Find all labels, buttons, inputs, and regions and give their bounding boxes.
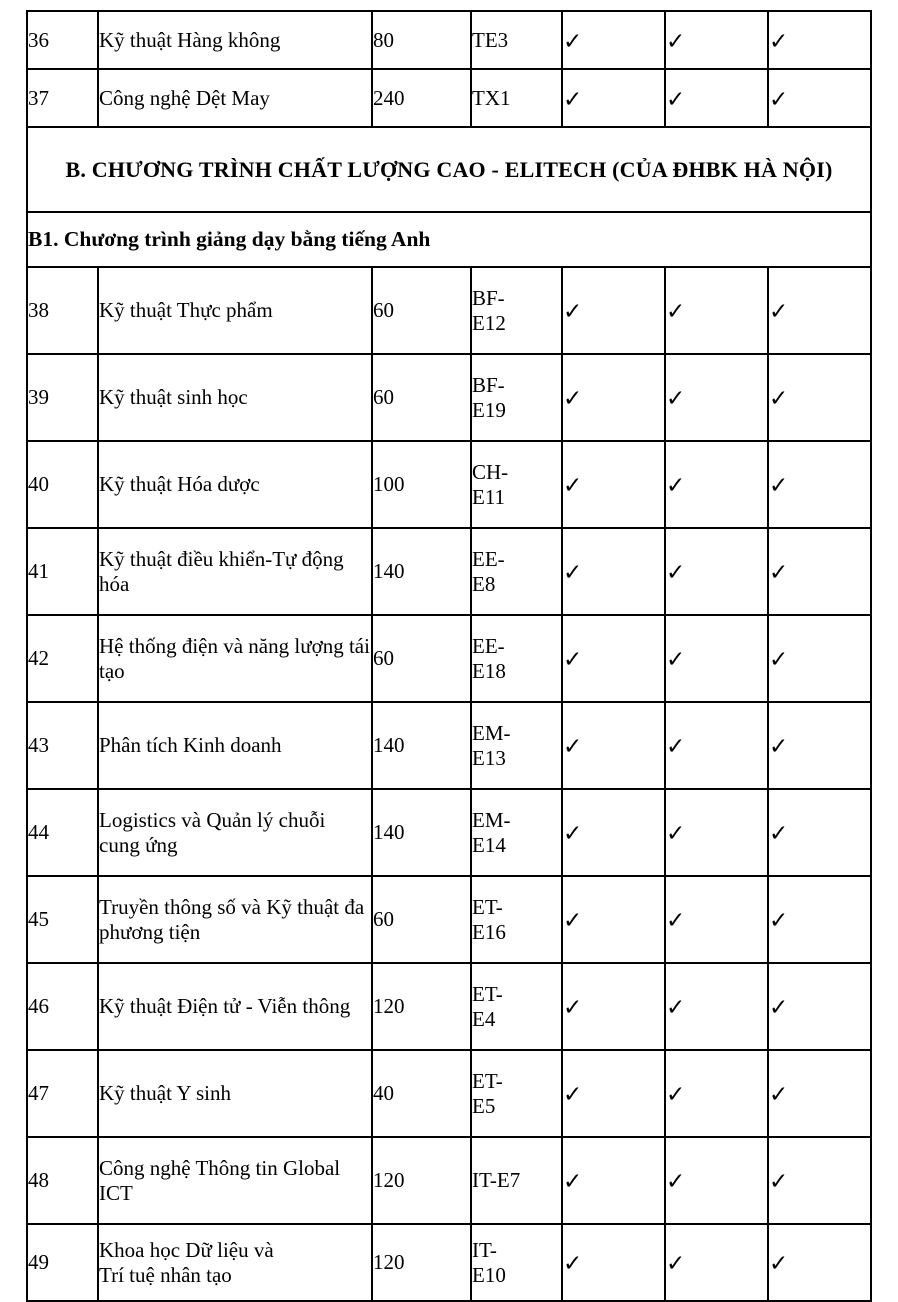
check-icon: ✓: [769, 995, 789, 1021]
method-2-cell: [665, 876, 768, 963]
section-b-heading: [27, 127, 871, 212]
check-icon: ✓: [563, 560, 583, 586]
table-row: [27, 1050, 871, 1137]
check-icon: ✓: [666, 647, 686, 673]
program-quota: 120: [372, 963, 471, 1050]
method-2-cell: [665, 615, 768, 702]
program-name-line-2: Trí tuệ nhân tạo: [99, 1262, 232, 1287]
method-2-cell: [665, 1224, 768, 1301]
program-code-line-2: E11: [472, 484, 506, 509]
table-row: [27, 267, 871, 354]
check-icon: ✓: [769, 28, 789, 55]
program-code: [471, 1224, 562, 1301]
method-3-cell: [768, 702, 871, 789]
check-icon: ✓: [563, 299, 583, 325]
program-code-line-1: ET-: [472, 981, 503, 1006]
check-icon: ✓: [563, 995, 583, 1021]
program-code-line-2: E10: [472, 1262, 506, 1287]
check-icon: ✓: [769, 560, 789, 586]
check-icon: ✓: [563, 473, 583, 499]
admissions-table: [26, 10, 872, 1302]
program-name: Kỹ thuật điều khiển-Tự động hóa: [98, 528, 372, 615]
check-icon: ✓: [666, 821, 686, 847]
method-1-cell: [562, 528, 665, 615]
program-code-line-2: E12: [472, 310, 506, 335]
method-2-cell: [665, 69, 768, 127]
row-index: 37: [27, 69, 98, 127]
program-code-line-1: IT-: [472, 1237, 497, 1262]
program-code: [471, 267, 562, 354]
row-index: 36: [27, 11, 98, 69]
program-code-line-2: E4: [472, 1006, 496, 1031]
method-3-cell: [768, 876, 871, 963]
program-name: Logistics và Quản lý chuỗi cung ứng: [98, 789, 372, 876]
method-1-cell: [562, 354, 665, 441]
check-icon: ✓: [666, 386, 686, 412]
program-quota: 120: [372, 1224, 471, 1301]
program-code: [471, 789, 562, 876]
check-icon: ✓: [769, 821, 789, 847]
method-3-cell: [768, 963, 871, 1050]
table-row: [27, 702, 871, 789]
table-row: [27, 963, 871, 1050]
section-b-line-1: B. CHƯƠNG TRÌNH CHẤT LƯỢNG CAO - ELITECH (CỦA ĐHBK: [65, 156, 738, 182]
program-code-line-1: BF-: [472, 372, 505, 397]
program-quota: 100: [372, 441, 471, 528]
method-1-cell: [562, 1224, 665, 1301]
program-code-line-2: E14: [472, 832, 506, 857]
method-3-cell: [768, 1224, 871, 1301]
method-1-cell: [562, 69, 665, 127]
program-quota: 60: [372, 354, 471, 441]
method-1-cell: [562, 615, 665, 702]
section-header-row: [27, 127, 871, 212]
program-quota: 140: [372, 789, 471, 876]
method-3-cell: [768, 354, 871, 441]
program-name: Kỹ thuật Hóa dược: [98, 441, 372, 528]
table-row: [27, 528, 871, 615]
check-icon: ✓: [666, 299, 686, 325]
method-3-cell: [768, 789, 871, 876]
program-code: [471, 441, 562, 528]
program-code-line-1: EE-: [472, 546, 505, 571]
table-row: [27, 876, 871, 963]
program-name: Kỹ thuật sinh học: [98, 354, 372, 441]
row-index: 40: [27, 441, 98, 528]
check-icon: ✓: [563, 1082, 583, 1108]
program-code: [471, 615, 562, 702]
program-code: [471, 528, 562, 615]
method-1-cell: [562, 11, 665, 69]
method-2-cell: [665, 963, 768, 1050]
check-icon: ✓: [563, 1169, 583, 1195]
program-code-line-1: BF-: [472, 285, 505, 310]
program-name: Phân tích Kinh doanh: [98, 702, 372, 789]
row-index: 48: [27, 1137, 98, 1224]
section-b1-heading: B1. Chương trình giảng dạy bằng tiếng Anh: [27, 212, 871, 267]
row-index: 45: [27, 876, 98, 963]
program-name: Công nghệ Thông tin Global ICT: [98, 1137, 372, 1224]
check-icon: ✓: [563, 86, 583, 113]
program-name-line-1: Khoa học Dữ liệu và: [99, 1237, 274, 1262]
program-name: [98, 1224, 372, 1301]
check-icon: ✓: [769, 647, 789, 673]
method-1-cell: [562, 1137, 665, 1224]
method-3-cell: [768, 267, 871, 354]
program-code-line-2: E18: [472, 658, 506, 683]
check-icon: ✓: [666, 1251, 686, 1277]
check-icon: ✓: [563, 647, 583, 673]
table-row: [27, 354, 871, 441]
program-name: Truyền thông số và Kỹ thuật đa phương tiện: [98, 876, 372, 963]
row-index: 44: [27, 789, 98, 876]
program-code: TX1: [471, 69, 562, 127]
program-code: [471, 876, 562, 963]
program-quota: 60: [372, 876, 471, 963]
program-quota: 60: [372, 615, 471, 702]
check-icon: ✓: [666, 1082, 686, 1108]
check-icon: ✓: [666, 908, 686, 934]
check-icon: ✓: [563, 1251, 583, 1277]
program-code: TE3: [471, 11, 562, 69]
method-3-cell: [768, 1137, 871, 1224]
program-code-line-1: ET-: [472, 894, 503, 919]
table-row: [27, 11, 871, 69]
program-code-line-1: EM-: [472, 720, 511, 745]
program-code-line-1: ET-: [472, 1068, 503, 1093]
method-2-cell: [665, 441, 768, 528]
program-name: Kỹ thuật Thực phẩm: [98, 267, 372, 354]
check-icon: ✓: [563, 908, 583, 934]
table-row: [27, 789, 871, 876]
check-icon: ✓: [769, 1251, 789, 1277]
program-code: [471, 354, 562, 441]
row-index: 49: [27, 1224, 98, 1301]
program-quota: 60: [372, 267, 471, 354]
method-1-cell: [562, 441, 665, 528]
method-2-cell: [665, 1050, 768, 1137]
program-code: IT-E7: [471, 1137, 562, 1224]
method-2-cell: [665, 789, 768, 876]
method-1-cell: [562, 267, 665, 354]
check-icon: ✓: [563, 821, 583, 847]
program-code-line-2: E5: [472, 1093, 496, 1118]
program-quota: 140: [372, 528, 471, 615]
row-index: 42: [27, 615, 98, 702]
check-icon: ✓: [769, 86, 789, 113]
program-name: Kỹ thuật Y sinh: [98, 1050, 372, 1137]
check-icon: ✓: [769, 1082, 789, 1108]
program-name: Kỹ thuật Điện tử - Viễn thông: [98, 963, 372, 1050]
check-icon: ✓: [769, 386, 789, 412]
row-index: 43: [27, 702, 98, 789]
method-2-cell: [665, 11, 768, 69]
method-3-cell: [768, 11, 871, 69]
method-2-cell: [665, 1137, 768, 1224]
check-icon: ✓: [666, 86, 686, 113]
check-icon: ✓: [666, 995, 686, 1021]
table-row: [27, 615, 871, 702]
method-2-cell: [665, 354, 768, 441]
check-icon: ✓: [666, 560, 686, 586]
check-icon: ✓: [666, 1169, 686, 1195]
program-code-line-2: E8: [472, 571, 496, 596]
method-3-cell: [768, 1050, 871, 1137]
program-name: Hệ thống điện và năng lượng tái tạo: [98, 615, 372, 702]
table-row: [27, 1137, 871, 1224]
row-index: 38: [27, 267, 98, 354]
method-2-cell: [665, 267, 768, 354]
method-1-cell: [562, 963, 665, 1050]
check-icon: ✓: [563, 734, 583, 760]
method-2-cell: [665, 702, 768, 789]
check-icon: ✓: [563, 28, 583, 55]
program-code: [471, 702, 562, 789]
method-3-cell: [768, 441, 871, 528]
check-icon: ✓: [563, 386, 583, 412]
table-row: [27, 69, 871, 127]
program-quota: 240: [372, 69, 471, 127]
table-body: [27, 11, 871, 1301]
program-code-line-2: E16: [472, 919, 506, 944]
program-quota: 40: [372, 1050, 471, 1137]
method-1-cell: [562, 1050, 665, 1137]
section-b-line-2: HÀ NỘI): [743, 156, 833, 182]
method-1-cell: [562, 702, 665, 789]
program-quota: 140: [372, 702, 471, 789]
program-code-line-1: EE-: [472, 633, 505, 658]
check-icon: ✓: [769, 299, 789, 325]
program-quota: 120: [372, 1137, 471, 1224]
method-2-cell: [665, 528, 768, 615]
method-3-cell: [768, 69, 871, 127]
program-name: Công nghệ Dệt May: [98, 69, 372, 127]
check-icon: ✓: [769, 908, 789, 934]
program-code-line-1: EM-: [472, 807, 511, 832]
method-1-cell: [562, 789, 665, 876]
check-icon: ✓: [666, 28, 686, 55]
program-code: [471, 963, 562, 1050]
row-index: 41: [27, 528, 98, 615]
check-icon: ✓: [769, 734, 789, 760]
table-row: [27, 1224, 871, 1301]
program-code: [471, 1050, 562, 1137]
row-index: 46: [27, 963, 98, 1050]
program-name: Kỹ thuật Hàng không: [98, 11, 372, 69]
program-code-line-2: E13: [472, 745, 506, 770]
row-index: 47: [27, 1050, 98, 1137]
check-icon: ✓: [666, 473, 686, 499]
check-icon: ✓: [666, 734, 686, 760]
row-index: 39: [27, 354, 98, 441]
method-1-cell: [562, 876, 665, 963]
table-row: [27, 441, 871, 528]
check-icon: ✓: [769, 1169, 789, 1195]
program-code-line-1: CH-: [472, 459, 509, 484]
method-3-cell: [768, 528, 871, 615]
check-icon: ✓: [769, 473, 789, 499]
program-quota: 80: [372, 11, 471, 69]
method-3-cell: [768, 615, 871, 702]
program-code-line-2: E19: [472, 397, 506, 422]
subsection-header-row: [27, 212, 871, 267]
